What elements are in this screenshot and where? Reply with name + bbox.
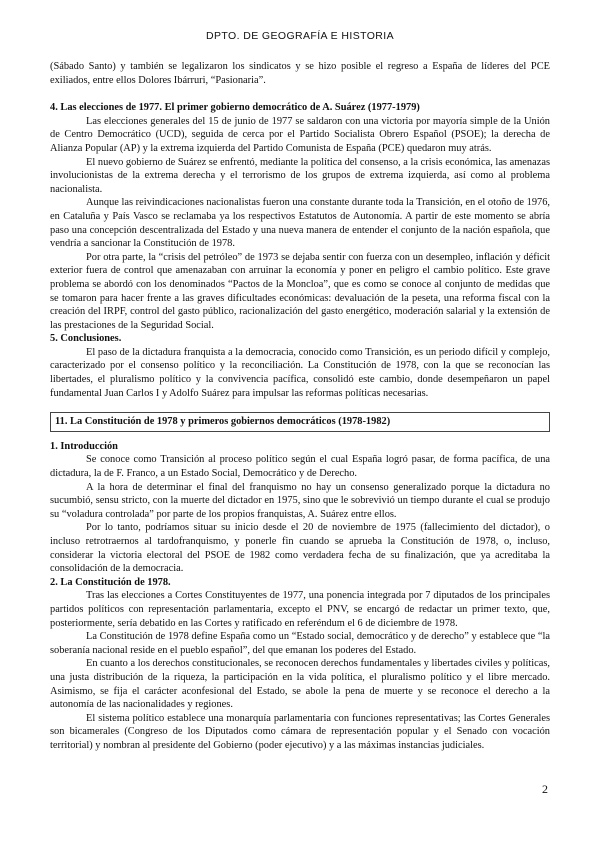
- page-header: DPTO. DE GEOGRAFÍA E HISTORIA: [206, 30, 394, 42]
- section4-intro-paragraph: (Sábado Santo) y también se legalizaron los sindicatos y se hizo posible el regreso a España de líderes del PCE exiliados, entre ellos Dolores Ibárruri, “Pasionaria”.: [50, 61, 550, 86]
- section4-paragraph-2: El nuevo gobierno de Suárez se enfrentó, mediante la política del consenso, a la crisis económica, las amenazas involucionistas de la extrema derecha y el terrorismo de los grupos de extrema izquierda, así como al problema nacionalista.: [50, 156, 550, 195]
- section4-heading: 4. Las elecciones de 1977. El primer gobierno democrático de A. Suárez (1977-1979): [50, 102, 420, 114]
- section4-paragraph-3: Aunque las reivindicaciones nacionalistas fueron una constante durante toda la Transición, en el otoño de 1976, en Cataluña y País Vasco se reclamaba ya los respectivos Estatutos de Autonomía. A partir de este momento se abría paso una concepción descentralizada del Estado y una nueva manera de entender el conjunto de la nación española, que vendría a sancionar la Constitución de 1978.: [50, 197, 550, 250]
- constitution-paragraph-3: En cuanto a los derechos constitucionales, se reconocen derechos fundamentales y libertades civiles y políticas, una justa distribución de la riqueza, la participación en la vida política, el pluralismo político y el libre mercado. Asimismo, se fija el carácter aconfesional del Estado, se abole la pena de muerte y se reconoce el derecho a la autonomía de las nacionalidades y regiones.: [50, 658, 550, 711]
- introduction-heading: 1. Introducción: [50, 440, 118, 452]
- section5-heading: 5. Conclusiones.: [50, 333, 122, 345]
- document-body: [50, 60, 550, 753]
- constitution-paragraph-2: La Constitución de 1978 define España como un “Estado social, democrático y de derecho” y establece que “la soberanía nacional reside en el pueblo español”, del que emanan los poderes del Estado.: [50, 631, 550, 656]
- constitution-heading: 2. La Constitución de 1978.: [50, 576, 171, 588]
- section4-paragraph-4: Por otra parte, la “crisis del petróleo” de 1973 se dejaba sentir con fuerza con un desempleo, inflación y déficit exterior fuera de control que amenazaban con arruinar la economía y poner en peligro el cambio político. Este grave problema se abordó con los denominados “Pactos de la Moncloa”, que es como se conoce al conjunto de medidas que se tomaron para hacer frente a las graves dificultades económicas: devaluación de la peseta, una reforma fiscal con la creación del IRPF, control del gasto público, racionalización del gasto energético, moderación salarial y la extensión de las prestaciones de la Seguridad Social.: [50, 251, 550, 331]
- introduction-paragraph-3: Por lo tanto, podríamos situar su inicio desde el 20 de noviembre de 1975 (fallecimiento del dictador), o incluso retrotraernos al tardofranquismo, y ponerle fin cuando se aprueba la Constitución de 1978, o, incluso, considerar la victoria electoral del PSOE de 1982 como verdadera fecha de su finalización, que ya acreditaba la consolidación de la democracia.: [50, 522, 550, 575]
- section4-paragraph-1: Las elecciones generales del 15 de junio de 1977 se saldaron con una victoria por mayoría simple de la Unión de Centro Democrático (UCD), seguida de cerca por el Partido Socialista Obrero Español (PSOE); la derecha de Alianza Popular (AP) y la extrema izquierda del Partido Comunista de España (PCE) quedaron muy atrás.: [50, 115, 550, 154]
- constitution-paragraph-1: Tras las elecciones a Cortes Constituyentes de 1977, una ponencia integrada por 7 diputados de los principales partidos políticos con representación parlamentaria, excepto el PNV, se encargó de redactar un primer texto, que, posteriormente, sería debatido en las Cortes y ratificado en referéndum el 6 de diciembre de 1978.: [50, 590, 550, 629]
- introduction-paragraph-1: Se conoce como Transición al proceso político según el cual España logró pasar, de forma pacífica, de una dictadura, la de F. Franco, a un Estado Social, Democrático y de Derecho.: [50, 454, 550, 480]
- page-number: 2: [542, 782, 548, 796]
- constitution-paragraph-4: El sistema político establece una monarquía parlamentaria con funciones representativas; las Cortes Generales son bicamerales (Congreso de los Diputados como cámara de representación popular y el Senado con vocación territorial) y nombran al presidente del Gobierno (poder ejecutivo) y a las máximas instancias judiciales.: [50, 712, 550, 751]
- section5-paragraph-1: El paso de la dictadura franquista a la democracia, conocido como Transición, es un periodo difícil y complejo, caracterizado por el consenso político y la reconciliación. La Constitución de 1978, con la que se reconocían las libertades, el pluralismo político y la convivencia pacífica, consolidó este cambio, donde desempeñaron un papel fundamental Juan Carlos I y Adolfo Suárez para impulsar las reformas políticas necesarias.: [50, 346, 550, 399]
- chapter-title-box: 11. La Constitución de 1978 y primeros gobiernos democráticos (1978-1982): [50, 412, 550, 432]
- introduction-paragraph-2: A la hora de determinar el final del franquismo no hay un consenso generalizado porque la dictadura no sucumbió, sensu stricto, con la muerte del dictador en 1975, sino que le sobrevivió un tiempo durante el cual se produjo su “voladura controlada” por parte de los propios franquistas, A. Suárez entre ellos.: [50, 481, 550, 520]
